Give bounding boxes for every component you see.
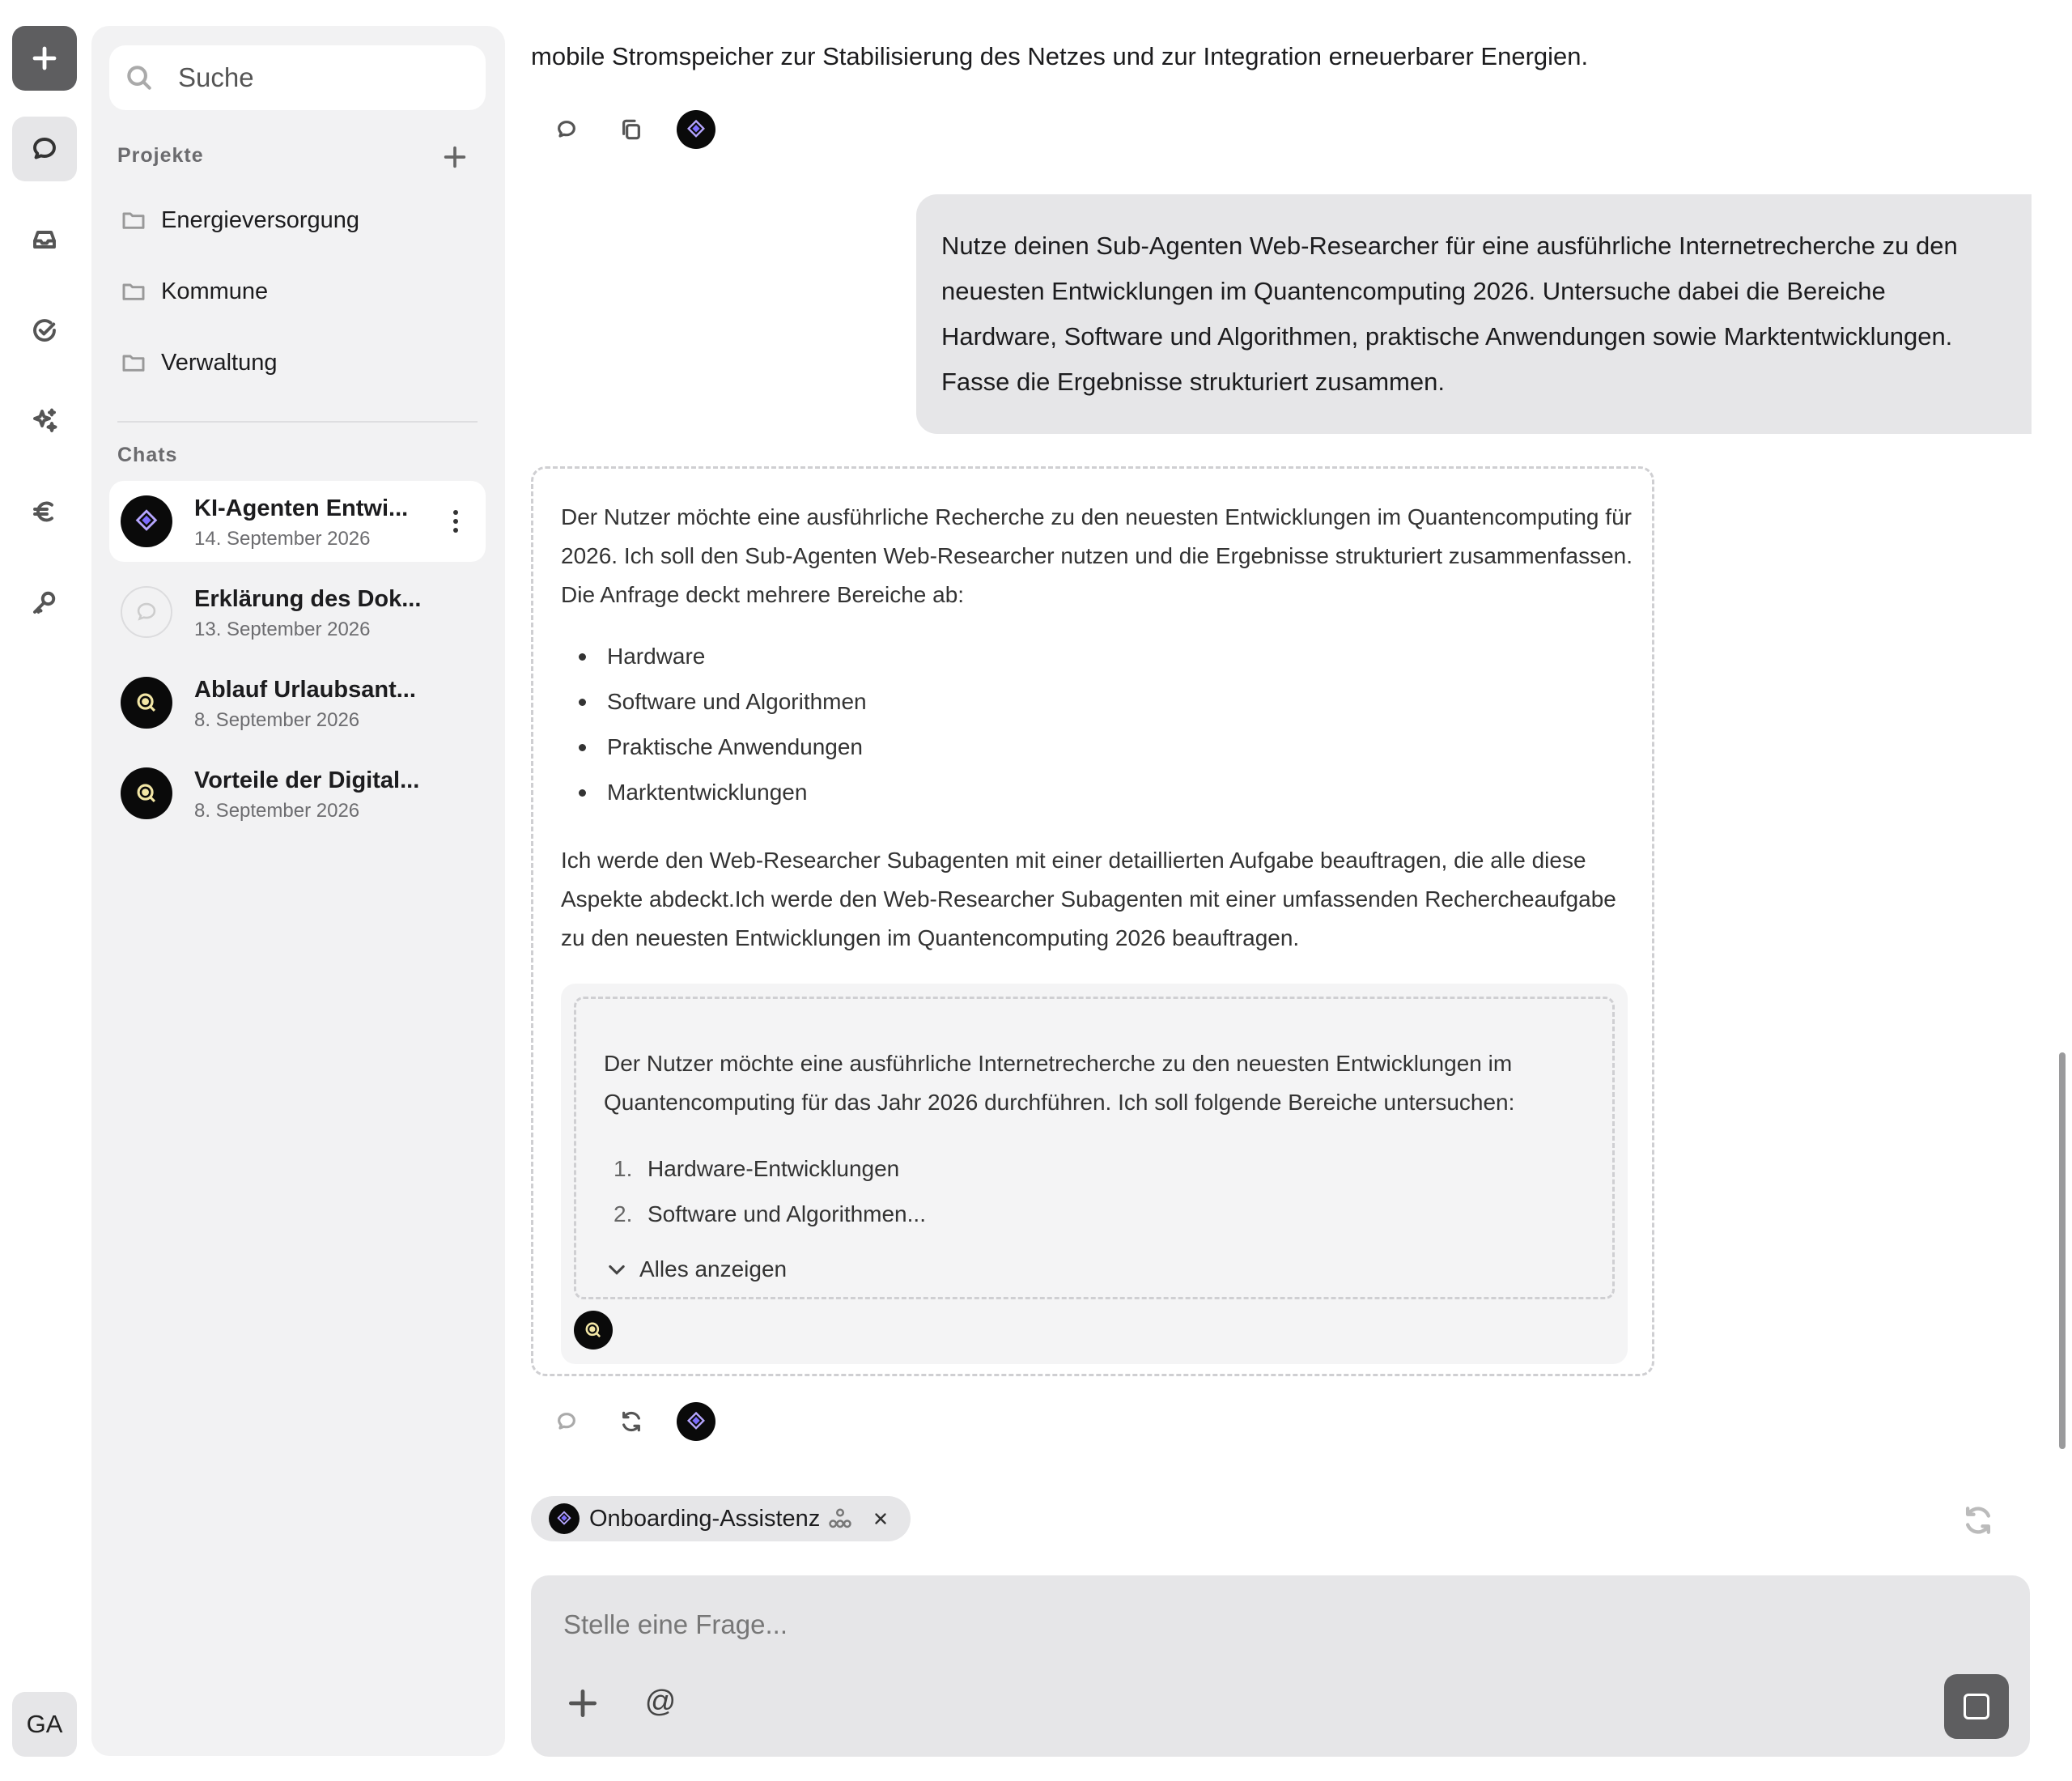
rail-costs-button[interactable] — [12, 479, 77, 544]
message-input[interactable] — [563, 1605, 1939, 1645]
project-item[interactable] — [109, 262, 486, 321]
search-globe-logo-icon — [133, 780, 160, 807]
project-label: Verwaltung — [161, 349, 278, 376]
chat-options-button[interactable] — [441, 505, 470, 538]
refresh-icon[interactable] — [1960, 1503, 1996, 1538]
project-item[interactable] — [109, 191, 486, 249]
bullet-label: Software und Algorithmen — [607, 689, 867, 714]
mention-button[interactable]: @ — [644, 1684, 677, 1719]
subagent-list-item — [614, 1156, 899, 1182]
assistant-message-text: mobile Stromspeicher zur Stabilisierung des Netzes und zur Integration erneuerbarer Energien. — [531, 42, 1589, 70]
sparkles-icon — [30, 406, 59, 436]
thinking-bullet — [579, 689, 867, 715]
search-globe-logo-icon — [582, 1319, 605, 1341]
copy-button[interactable] — [612, 110, 651, 149]
chat-bubble-icon — [133, 598, 160, 626]
chat-placeholder-avatar — [121, 586, 172, 638]
chat-date: 13. September 2026 — [194, 618, 371, 640]
assistant-avatar — [121, 767, 172, 819]
chat-bubble-icon — [554, 117, 580, 142]
plus-icon — [441, 143, 469, 171]
stop-button[interactable] — [1944, 1674, 2009, 1739]
rail-keys-button[interactable] — [12, 570, 77, 635]
add-project-button[interactable] — [437, 139, 473, 175]
search-icon — [124, 62, 155, 93]
subagents-icon — [828, 1507, 852, 1531]
search-box[interactable] — [109, 45, 486, 110]
chevron-down-icon — [605, 1258, 628, 1281]
thinking-outro: Ich werde den Web-Researcher Subagenten mit einer detaillierten Aufgabe beauftragen, die alle diese Aspekte abdeckt.Ich werde den Web-Researcher Subagenten mit einer umfassenden Rechercheaufgabe zu den neuesten Entwicklungen im Quantencomputing 2026 beauftragen. — [561, 848, 1616, 950]
chat-item[interactable] — [109, 753, 486, 834]
assistant-avatar — [677, 110, 715, 149]
chat-item[interactable] — [109, 662, 486, 743]
attach-plus-icon[interactable] — [565, 1685, 601, 1721]
thinking-intro: Der Nutzer möchte eine ausführliche Recherche zu den neuesten Entwicklungen im Quantencomputing für 2026. Ich soll den Sub-Agenten Web-Researcher nutzen und die Ergebnisse strukturiert zusammenfassen. Die Anfrage deckt mehrere Bereiche ab: — [561, 504, 1633, 607]
inbox-icon — [30, 225, 59, 254]
show-all-label: Alles anzeigen — [639, 1256, 788, 1282]
chat-date: 8. September 2026 — [194, 709, 360, 731]
new-chat-button[interactable] — [12, 26, 77, 91]
chat-title: Vorteile der Digital... — [194, 767, 420, 793]
chat-item[interactable] — [109, 572, 486, 652]
active-agent-chip[interactable] — [531, 1496, 911, 1541]
close-icon[interactable] — [872, 1510, 890, 1528]
chat-title: Ablauf Urlaubsant... — [194, 677, 416, 703]
search-globe-logo-icon — [133, 689, 160, 716]
subagent-avatar — [574, 1311, 613, 1350]
thinking-bullet — [579, 644, 705, 669]
comment-button[interactable] — [547, 1402, 586, 1441]
chat-bubble-icon — [30, 134, 59, 164]
assistant-avatar — [121, 495, 172, 547]
chats-label: Chats — [117, 444, 178, 466]
composer — [531, 1575, 2030, 1757]
folder-icon — [121, 278, 146, 304]
project-item[interactable] — [109, 334, 486, 392]
stop-icon — [1964, 1694, 1989, 1719]
subagent-thinking — [574, 997, 1615, 1299]
list-number: 1. — [614, 1156, 633, 1181]
diamond-logo-icon — [555, 1510, 573, 1528]
list-label: Hardware-Entwicklungen — [648, 1156, 900, 1181]
message-actions — [547, 110, 715, 149]
diamond-logo-icon — [685, 118, 707, 141]
response-actions — [547, 1402, 715, 1441]
chat-item[interactable] — [109, 481, 486, 562]
agent-chip-label: Onboarding-Assistenz — [589, 1505, 821, 1532]
check-circle-icon — [30, 316, 59, 345]
rail-inbox-button[interactable] — [12, 207, 77, 272]
comment-button[interactable] — [547, 110, 586, 149]
user-avatar[interactable]: GA — [12, 1692, 77, 1757]
chat-title: KI-Agenten Entwi... — [194, 495, 409, 521]
folder-icon — [121, 350, 146, 376]
diamond-logo-icon — [685, 1410, 707, 1433]
regenerate-button[interactable] — [612, 1402, 651, 1441]
projects-label: Projekte — [117, 144, 204, 167]
show-all-button[interactable] — [605, 1256, 787, 1282]
assistant-avatar — [121, 677, 172, 729]
bullet-label: Praktische Anwendungen — [607, 734, 863, 759]
chat-main — [531, 0, 2053, 1781]
rail-chats-button[interactable] — [12, 117, 77, 181]
thinking-block — [531, 466, 1654, 1376]
subagent-card — [561, 984, 1628, 1364]
thinking-bullet — [579, 734, 863, 760]
agent-avatar — [549, 1503, 580, 1534]
chat-date: 14. September 2026 — [194, 528, 371, 550]
assistant-avatar — [677, 1402, 715, 1441]
diamond-logo-icon — [133, 508, 160, 535]
chat-bubble-icon — [554, 1409, 580, 1435]
bullet-label: Marktentwicklungen — [607, 780, 808, 805]
project-label: Energieversorgung — [161, 206, 360, 233]
refresh-icon — [618, 1409, 644, 1435]
rail-assistants-button[interactable] — [12, 389, 77, 453]
thinking-bullet — [579, 780, 807, 805]
euro-icon — [30, 497, 59, 526]
sidebar-divider — [117, 421, 478, 423]
scrollbar[interactable] — [2059, 1052, 2066, 1449]
chat-title: Erklärung des Dok... — [194, 586, 422, 612]
bullet-label: Hardware — [607, 644, 706, 669]
list-label: Software und Algorithmen... — [648, 1201, 926, 1226]
search-input[interactable] — [178, 60, 469, 96]
project-label: Kommune — [161, 278, 269, 304]
copy-icon — [618, 117, 644, 142]
user-message: Nutze deinen Sub-Agenten Web-Researcher für eine ausführliche Internetrecherche zu den neuesten Entwicklungen im Quantencomputing 2026. Untersuche dabei die Bereiche Hardware, Software und Algorithmen, praktische Anwendungen sowie Marktentwicklungen. Fasse die Ergebnisse strukturiert zusammen. — [916, 194, 2032, 434]
list-number: 2. — [614, 1201, 633, 1226]
rail-tasks-button[interactable] — [12, 298, 77, 363]
sidebar — [91, 26, 505, 1756]
subagent-text: Der Nutzer möchte eine ausführliche Internetrecherche zu den neuesten Entwicklungen im Quantencomputing für das Jahr 2026 durchführen. Ich soll folgende Bereiche untersuchen: — [604, 1051, 1515, 1115]
folder-icon — [121, 207, 146, 233]
chat-date: 8. September 2026 — [194, 800, 360, 822]
key-icon — [30, 588, 59, 617]
icon-rail — [0, 0, 91, 1781]
subagent-list-item — [614, 1201, 926, 1227]
plus-icon — [30, 44, 59, 73]
